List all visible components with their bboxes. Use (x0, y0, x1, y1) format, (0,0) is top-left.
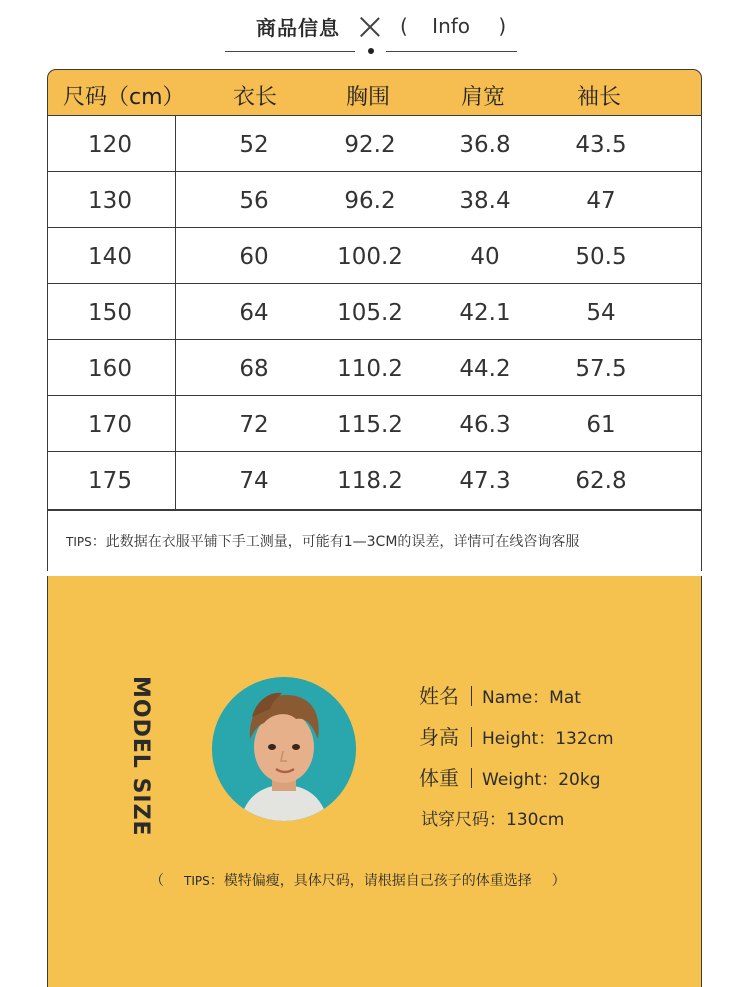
column-header-size: 尺码（cm） (63, 85, 185, 110)
model-name-row (419, 680, 581, 709)
paren-close: ) (498, 14, 507, 38)
header-title-en-text: Info (432, 14, 471, 38)
column-header-chest: 胸围 (346, 85, 391, 110)
cell-size: 130 (88, 188, 132, 214)
table-row (48, 284, 701, 340)
cell-chest: 100.2 (337, 244, 403, 270)
model-fit-size: 试穿尺码：130cm (421, 810, 565, 830)
divider (471, 686, 472, 706)
cell-length: 68 (239, 356, 269, 382)
header-underline-left (225, 51, 355, 52)
tips-body: ：模特偏瘦，具体尺码，请根据自己孩子的体重选择 (209, 873, 532, 889)
tips-paren-close: ） (551, 873, 566, 889)
model-size-section (47, 576, 702, 987)
model-tips (150, 870, 566, 890)
divider (471, 768, 472, 788)
cell-length: 56 (239, 188, 269, 214)
cell-shoulder: 44.2 (459, 356, 511, 382)
cell-shoulder: 46.3 (459, 412, 511, 438)
cell-size: 140 (88, 244, 132, 270)
cell-length: 52 (239, 132, 269, 158)
model-avatar (212, 677, 356, 821)
cell-sleeve: 54 (586, 300, 616, 326)
table-row (48, 172, 701, 228)
model-size-title: MODEL SIZE (128, 676, 153, 837)
model-height-row (419, 721, 614, 750)
size-table-header (47, 69, 702, 115)
weight-value: Weight：20kg (482, 770, 601, 790)
column-header-shoulder: 肩宽 (461, 85, 506, 110)
tips-body: ：此数据在衣服平铺下手工测量，可能有1—3CM的误差，详情可在线咨询客服 (91, 534, 580, 550)
size-table-body (47, 115, 702, 511)
cell-shoulder: 40 (470, 244, 500, 270)
cell-size: 160 (88, 356, 132, 382)
height-label: 身高 (419, 725, 459, 749)
cell-size: 170 (88, 412, 132, 438)
cell-chest: 110.2 (337, 356, 403, 382)
cell-sleeve: 50.5 (575, 244, 627, 270)
cell-chest: 105.2 (337, 300, 403, 326)
measurement-tips-text (66, 531, 579, 551)
child-portrait-image (212, 677, 356, 821)
cell-length: 64 (239, 300, 269, 326)
tips-label: TIPS (66, 535, 92, 549)
column-header-sleeve: 袖长 (577, 85, 622, 110)
cell-chest: 115.2 (337, 412, 403, 438)
cell-sleeve: 62.8 (575, 468, 627, 494)
cell-chest: 96.2 (344, 188, 396, 214)
cell-sleeve: 47 (586, 188, 616, 214)
cell-length: 74 (239, 468, 269, 494)
cell-sleeve: 61 (586, 412, 616, 438)
size-table (47, 69, 702, 571)
tips-label: TIPS (184, 874, 210, 888)
cell-size: 120 (88, 132, 132, 158)
cell-size: 175 (88, 468, 132, 494)
cell-size: 150 (88, 300, 132, 326)
cell-sleeve: 57.5 (575, 356, 627, 382)
header-title-cn: 商品信息 (256, 16, 340, 40)
table-row (48, 396, 701, 452)
cell-shoulder: 38.4 (459, 188, 511, 214)
cell-shoulder: 36.8 (459, 132, 511, 158)
table-row (48, 228, 701, 284)
cell-chest: 92.2 (344, 132, 396, 158)
cell-length: 72 (239, 412, 269, 438)
header-dot (368, 48, 374, 54)
paren-open: ( (400, 14, 408, 38)
measurement-tips (47, 511, 702, 571)
divider (471, 727, 472, 747)
cell-length: 60 (239, 244, 269, 270)
tips-paren-open: （ (150, 873, 164, 889)
name-value: Name：Mat (482, 688, 581, 708)
cell-sleeve: 43.5 (575, 132, 627, 158)
cell-shoulder: 47.3 (459, 468, 511, 494)
table-row (48, 116, 701, 172)
header-title-en (400, 14, 506, 38)
cell-chest: 118.2 (337, 468, 403, 494)
cell-shoulder: 42.1 (459, 300, 511, 326)
header-underline-right (386, 51, 517, 52)
name-label: 姓名 (419, 684, 459, 708)
table-row (48, 452, 701, 510)
column-header-length: 衣长 (233, 85, 278, 110)
weight-label: 体重 (419, 766, 459, 790)
height-value: Height：132cm (482, 729, 614, 749)
section-header (0, 0, 750, 60)
cross-icon (357, 14, 383, 40)
model-weight-row (419, 762, 601, 791)
table-row (48, 340, 701, 396)
